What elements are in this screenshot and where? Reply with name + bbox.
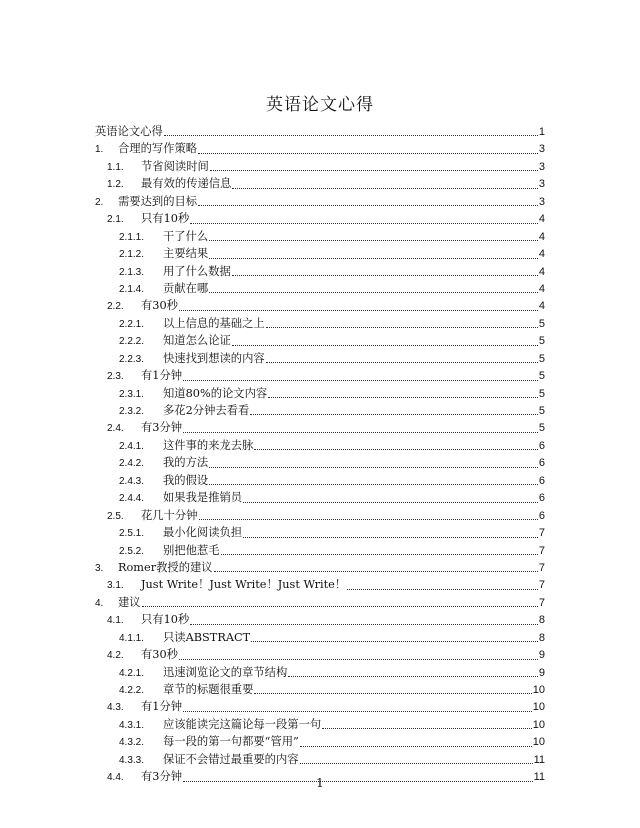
toc-entry-number: 4.2.1. bbox=[119, 667, 145, 679]
toc-entry-page: 10 bbox=[532, 684, 545, 696]
toc-entry-title: 英语论文心得 bbox=[95, 125, 163, 138]
toc-entry-page: 8 bbox=[538, 631, 545, 644]
toc-entry-title: 只有10秒 bbox=[141, 212, 190, 226]
toc-entry[interactable] bbox=[95, 315, 545, 332]
toc-entry[interactable] bbox=[95, 646, 545, 663]
toc-entry[interactable] bbox=[95, 245, 545, 262]
toc-entry-number: 2.4.4. bbox=[119, 493, 145, 505]
toc-entry-title: 贡献在哪 bbox=[163, 281, 209, 295]
toc-entry-page: 4 bbox=[538, 282, 545, 295]
toc-entry-title: 迅速浏览论文的章节结构 bbox=[163, 665, 288, 679]
dot-leader bbox=[209, 239, 538, 241]
toc-entry-title: Just Write！Just Write！Just Write！ bbox=[141, 578, 347, 592]
dot-leader bbox=[232, 344, 538, 346]
toc-entry[interactable] bbox=[95, 437, 545, 454]
toc-entry[interactable] bbox=[95, 594, 545, 611]
toc-entry-title: 主要结果 bbox=[163, 247, 209, 261]
toc-entry-page: 5 bbox=[538, 370, 545, 383]
toc-entry-title: 以上信息的基础之上 bbox=[163, 316, 265, 330]
toc-entry[interactable] bbox=[95, 664, 545, 681]
toc-entry-title: 我的方法 bbox=[163, 456, 209, 470]
dot-leader bbox=[179, 309, 538, 311]
toc-entry-title: 花几十分钟 bbox=[141, 508, 198, 522]
toc-entry-number: 2.5. bbox=[107, 510, 124, 522]
dot-leader bbox=[209, 257, 538, 259]
toc-entry[interactable] bbox=[95, 576, 545, 593]
toc-entry-number: 2.2.2. bbox=[119, 336, 145, 348]
toc-entry-title: 应该能读完这篇论每一段第一句 bbox=[163, 717, 322, 731]
dot-leader bbox=[183, 710, 532, 712]
toc-entry-number: 4.2. bbox=[107, 650, 124, 662]
toc-entry[interactable] bbox=[95, 263, 545, 280]
toc-entry[interactable] bbox=[95, 140, 545, 157]
toc-entry-title: 有30秒 bbox=[141, 648, 178, 662]
toc-entry-title: 最有效的传递信息 bbox=[141, 177, 232, 191]
toc-entry-number: 4.1.1. bbox=[119, 632, 145, 644]
toc-entry-page: 4 bbox=[538, 248, 545, 261]
dot-leader bbox=[198, 152, 538, 154]
toc-entry-page: 6 bbox=[538, 474, 545, 487]
toc-entry-page: 3 bbox=[538, 160, 545, 173]
toc-entry-page: 5 bbox=[538, 405, 545, 417]
toc-entry-page: 4 bbox=[538, 213, 545, 226]
toc-entry-number: 3. bbox=[95, 562, 104, 574]
toc-entry-title: 有1分钟 bbox=[141, 369, 183, 383]
toc-entry-page: 10 bbox=[532, 718, 545, 731]
toc-entry-page: 10 bbox=[532, 736, 545, 749]
toc-entry[interactable] bbox=[95, 402, 545, 419]
toc-entry-number: 4. bbox=[95, 597, 104, 609]
toc-entry-page: 5 bbox=[538, 317, 545, 330]
toc-entry-page: 4 bbox=[538, 230, 545, 243]
toc-entry-page: 5 bbox=[538, 422, 545, 435]
toc-entry-title: 别把他惹毛 bbox=[163, 543, 220, 557]
toc-entry-title: 知道怎么论证 bbox=[163, 334, 231, 348]
toc-entry[interactable] bbox=[95, 542, 545, 559]
toc-entry[interactable] bbox=[95, 158, 545, 175]
dot-leader bbox=[300, 762, 533, 764]
toc-entry[interactable] bbox=[95, 297, 545, 314]
dot-leader bbox=[243, 501, 538, 503]
toc-entry-title: 只有10秒 bbox=[141, 613, 190, 627]
dot-leader bbox=[190, 623, 538, 625]
toc-entry[interactable] bbox=[95, 524, 545, 541]
toc-entry-title: 知道80%的论文内容 bbox=[163, 386, 268, 400]
toc-entry-title: 这件事的来龙去脉 bbox=[163, 438, 254, 452]
toc-entry-number: 4.2.2. bbox=[119, 685, 145, 696]
toc-entry-page: 5 bbox=[538, 387, 545, 400]
page-number: 1 bbox=[316, 776, 324, 790]
toc-entry[interactable] bbox=[95, 228, 545, 245]
dot-leader bbox=[209, 483, 538, 485]
toc-entry[interactable] bbox=[95, 385, 545, 402]
toc-entry-number: 2.3.1. bbox=[119, 388, 145, 400]
toc-entry-page: 11 bbox=[533, 771, 545, 784]
toc-entry-page: 7 bbox=[538, 596, 545, 609]
toc-entry-number: 2.5.2. bbox=[119, 545, 145, 557]
page-title: 英语论文心得 bbox=[266, 95, 374, 115]
toc-entry[interactable] bbox=[95, 175, 545, 192]
toc-entry-number: 2. bbox=[95, 196, 104, 208]
toc-entry-number: 2.4. bbox=[107, 423, 124, 435]
toc-entry-title: 有3分钟 bbox=[141, 770, 183, 784]
toc-entry[interactable] bbox=[95, 367, 545, 384]
toc-entry[interactable] bbox=[95, 716, 545, 733]
toc-entry[interactable] bbox=[95, 350, 545, 367]
toc-entry-number: 1. bbox=[95, 144, 104, 156]
toc-entry-number: 2.3.2. bbox=[119, 406, 145, 417]
toc-entry-number: 2.1.3. bbox=[119, 266, 145, 278]
dot-leader bbox=[183, 431, 538, 433]
toc-entry-number: 2.1.1. bbox=[119, 231, 145, 243]
toc-entry-number: 2.4.2. bbox=[119, 458, 145, 470]
toc-entry-number: 2.4.1. bbox=[119, 440, 145, 452]
toc-entry-title: 合理的写作策略 bbox=[118, 142, 198, 156]
toc-entry[interactable] bbox=[95, 698, 545, 715]
toc-entry[interactable] bbox=[95, 489, 545, 506]
toc-entry-number: 4.4. bbox=[107, 772, 124, 784]
toc-entry-title: Romer教授的建议 bbox=[118, 560, 213, 574]
toc-entry-page: 11 bbox=[533, 753, 545, 766]
toc-entry[interactable] bbox=[95, 280, 545, 297]
toc-entry-title: 我的假设 bbox=[163, 473, 209, 487]
toc-entry-page: 1 bbox=[538, 126, 545, 138]
toc-entry-page: 3 bbox=[538, 195, 545, 208]
toc-entry-number: 2.1.4. bbox=[119, 283, 145, 295]
toc-entry-title: 每一段的第一句都要“管用” bbox=[163, 735, 299, 749]
dot-leader bbox=[254, 692, 531, 694]
dot-leader bbox=[214, 570, 538, 572]
toc-entry[interactable] bbox=[95, 751, 545, 768]
toc-entry-number: 2.1. bbox=[107, 214, 124, 226]
toc-entry[interactable] bbox=[95, 454, 545, 471]
toc-entry-page: 6 bbox=[538, 492, 545, 505]
toc-entry-page: 5 bbox=[538, 352, 545, 365]
toc-entry-page: 7 bbox=[538, 544, 545, 557]
toc-entry-number: 2.4.3. bbox=[119, 475, 145, 487]
dot-leader bbox=[243, 536, 538, 538]
dot-leader bbox=[232, 187, 537, 189]
toc-entry-page: 3 bbox=[538, 178, 545, 191]
toc-entry-title: 用了什么数据 bbox=[163, 264, 231, 278]
toc-entry-number: 1.2. bbox=[107, 179, 124, 191]
toc-entry-title: 多花2分钟去看看 bbox=[163, 404, 250, 417]
toc-entry[interactable] bbox=[95, 123, 545, 140]
toc-entry[interactable] bbox=[95, 611, 545, 628]
dot-leader bbox=[266, 326, 538, 328]
dot-leader bbox=[198, 204, 538, 206]
toc-entry[interactable] bbox=[95, 507, 545, 524]
toc-entry[interactable] bbox=[95, 472, 545, 489]
dot-leader bbox=[164, 134, 538, 136]
dot-leader bbox=[199, 518, 538, 520]
toc-entry[interactable] bbox=[95, 193, 545, 210]
toc-entry-page: 4 bbox=[538, 300, 545, 313]
toc-entry-number: 4.1. bbox=[107, 615, 124, 627]
toc-entry-title: 最小化阅读负担 bbox=[163, 526, 243, 540]
toc-entry-number: 2.2.1. bbox=[119, 318, 145, 330]
toc-entry-page: 9 bbox=[538, 649, 545, 662]
toc-entry-title: 有1分钟 bbox=[141, 700, 183, 714]
toc-entry-page: 9 bbox=[538, 666, 545, 679]
toc-entry-title: 建议 bbox=[118, 595, 141, 609]
dot-leader bbox=[266, 361, 538, 363]
dot-leader bbox=[300, 745, 532, 747]
toc-entry-page: 4 bbox=[538, 265, 545, 278]
toc-entry-page: 5 bbox=[538, 335, 545, 348]
dot-leader bbox=[179, 658, 538, 660]
table-of-contents bbox=[95, 123, 545, 786]
toc-entry-title: 快速找到想读的内容 bbox=[163, 351, 265, 365]
toc-entry-number: 2.5.1. bbox=[119, 528, 145, 540]
toc-entry[interactable] bbox=[95, 332, 545, 349]
toc-entry[interactable] bbox=[95, 733, 545, 750]
toc-entry-number: 2.2. bbox=[107, 301, 124, 313]
toc-entry-number: 2.2.3. bbox=[119, 353, 145, 365]
dot-leader bbox=[232, 274, 538, 276]
toc-entry-number: 2.1.2. bbox=[119, 249, 145, 261]
dot-leader bbox=[209, 291, 538, 293]
toc-entry-number: 4.3. bbox=[107, 702, 124, 714]
toc-entry[interactable] bbox=[95, 419, 545, 436]
toc-entry-title: 干了什么 bbox=[163, 229, 209, 243]
toc-entry-title: 只读ABSTRACT bbox=[163, 630, 251, 644]
dot-leader bbox=[322, 727, 532, 729]
toc-entry[interactable] bbox=[95, 629, 545, 646]
toc-entry-page: 6 bbox=[538, 509, 545, 522]
toc-entry-page: 3 bbox=[538, 143, 545, 156]
toc-entry-number: 4.3.1. bbox=[119, 719, 145, 731]
dot-leader bbox=[288, 675, 538, 677]
toc-entry-title: 有3分钟 bbox=[141, 421, 183, 435]
toc-entry[interactable] bbox=[95, 681, 545, 698]
dot-leader bbox=[221, 553, 538, 555]
toc-entry-title: 章节的标题很重要 bbox=[163, 683, 254, 696]
toc-entry-page: 8 bbox=[538, 614, 545, 627]
toc-entry-page: 7 bbox=[538, 561, 545, 574]
dot-leader bbox=[142, 605, 538, 607]
toc-entry-title: 节省阅读时间 bbox=[141, 159, 209, 173]
toc-entry-page: 7 bbox=[538, 579, 545, 592]
dot-leader bbox=[254, 448, 537, 450]
toc-entry-page: 6 bbox=[538, 439, 545, 452]
dot-leader bbox=[210, 169, 538, 171]
toc-entry-number: 3.1. bbox=[107, 580, 124, 592]
dot-leader bbox=[183, 379, 538, 381]
toc-entry-title: 保证不会错过最重要的内容 bbox=[163, 752, 299, 766]
dot-leader bbox=[250, 413, 538, 415]
dot-leader bbox=[347, 588, 538, 590]
toc-entry-number: 1.1. bbox=[107, 161, 124, 173]
dot-leader bbox=[190, 222, 538, 224]
toc-entry[interactable] bbox=[95, 210, 545, 227]
toc-entry-number: 2.3. bbox=[107, 371, 124, 383]
toc-entry-title: 需要达到的目标 bbox=[118, 194, 198, 208]
toc-entry-page: 10 bbox=[532, 701, 545, 714]
toc-entry-number: 4.3.2. bbox=[119, 737, 145, 749]
toc-entry[interactable] bbox=[95, 559, 545, 576]
dot-leader bbox=[251, 640, 538, 642]
toc-entry-page: 6 bbox=[538, 457, 545, 470]
toc-entry-title: 有30秒 bbox=[141, 299, 178, 313]
toc-entry-page: 7 bbox=[538, 527, 545, 540]
dot-leader bbox=[268, 396, 538, 398]
toc-entry-number: 4.3.3. bbox=[119, 754, 145, 766]
dot-leader bbox=[209, 466, 538, 468]
toc-entry-title: 如果我是推销员 bbox=[163, 491, 243, 505]
